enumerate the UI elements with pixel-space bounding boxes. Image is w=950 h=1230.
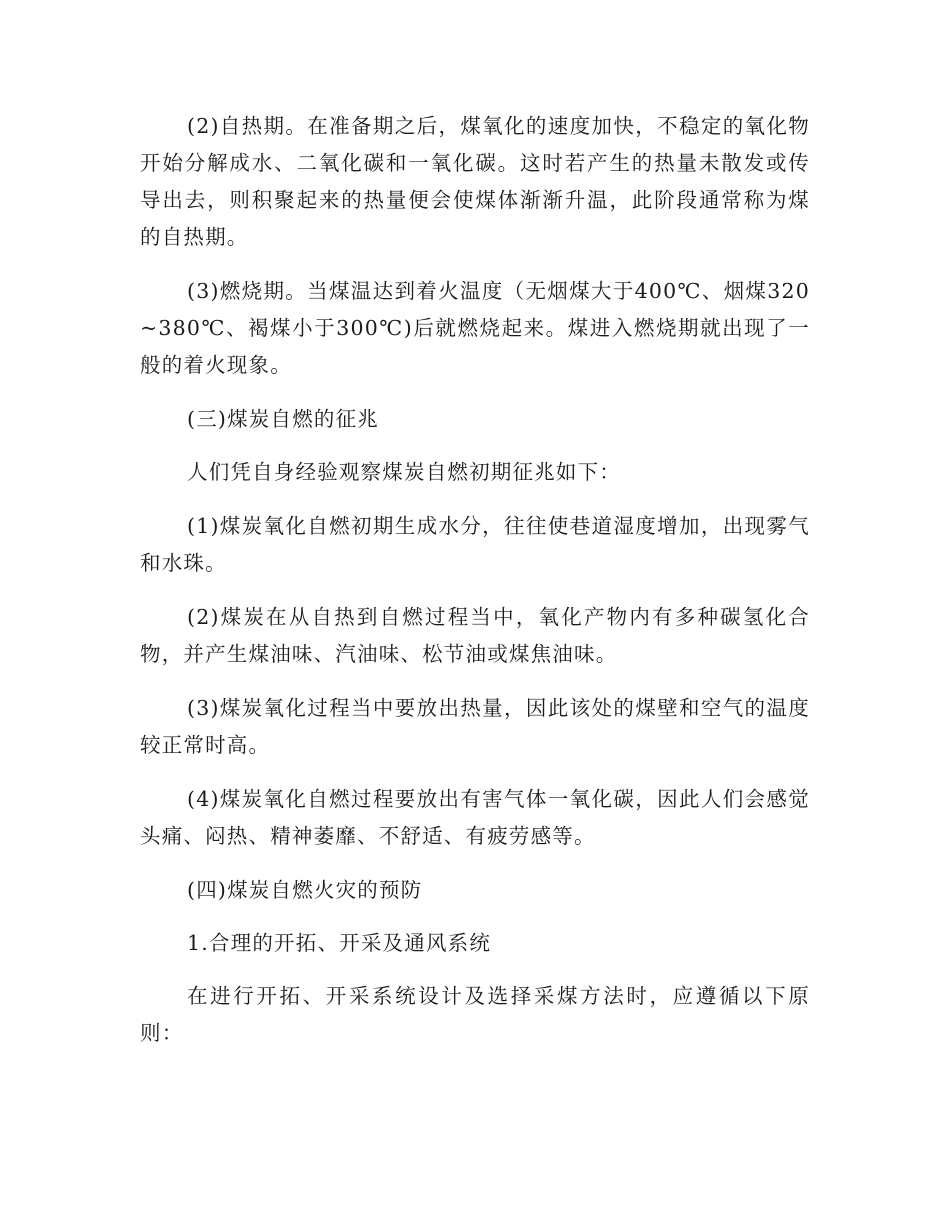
subheading-ventilation-system: 1.合理的开拓、开采及通风系统 (187, 931, 492, 955)
paragraph-design-principles: 在进行开拓、开采系统设计及选择采煤方法时，应遵循以下原则： (140, 984, 810, 1045)
paragraph-sign-symptoms: (4)煤炭氧化自燃过程要放出有害气体一氧化碳，因此人们会感觉头痛、闷热、精神萎靡、不舒适、有疲劳感等。 (140, 787, 810, 848)
document-body (140, 108, 810, 1069)
paragraph-signs-intro: 人们凭自身经验观察煤炭自燃初期征兆如下： (187, 460, 621, 484)
paragraph-sign-odor: (2)煤炭在从自热到自燃过程当中，氧化产物内有多种碳氢化合物，并产生煤油味、汽油味、松节油或煤焦油味。 (140, 605, 810, 666)
section-heading-prevention: (四)煤炭自燃火灾的预防 (187, 878, 423, 902)
paragraph-self-heating-stage: (2)自热期。在准备期之后，煤氧化的速度加快，不稳定的氧化物开始分解成水、二氧化碳和一氧化碳。这时若产生的热量未散发或传导出去，则积聚起来的热量便会使煤体渐渐升温，此阶段通常称为煤的自热期。 (140, 114, 810, 249)
section-heading-signs: (三)煤炭自燃的征兆 (187, 407, 379, 431)
paragraph-combustion-stage: (3)燃烧期。当煤温达到着火温度（无烟煤大于400℃、烟煤320~380℃、褐煤小于300℃)后就燃烧起来。煤进入燃烧期就出现了一般的着火现象。 (140, 279, 810, 377)
paragraph-sign-temperature: (3)煤炭氧化过程当中要放出热量，因此该处的煤壁和空气的温度较正常时高。 (140, 696, 810, 757)
paragraph-sign-moisture: (1)煤炭氧化自燃初期生成水分，往往使巷道湿度增加，出现雾气和水珠。 (140, 514, 810, 575)
